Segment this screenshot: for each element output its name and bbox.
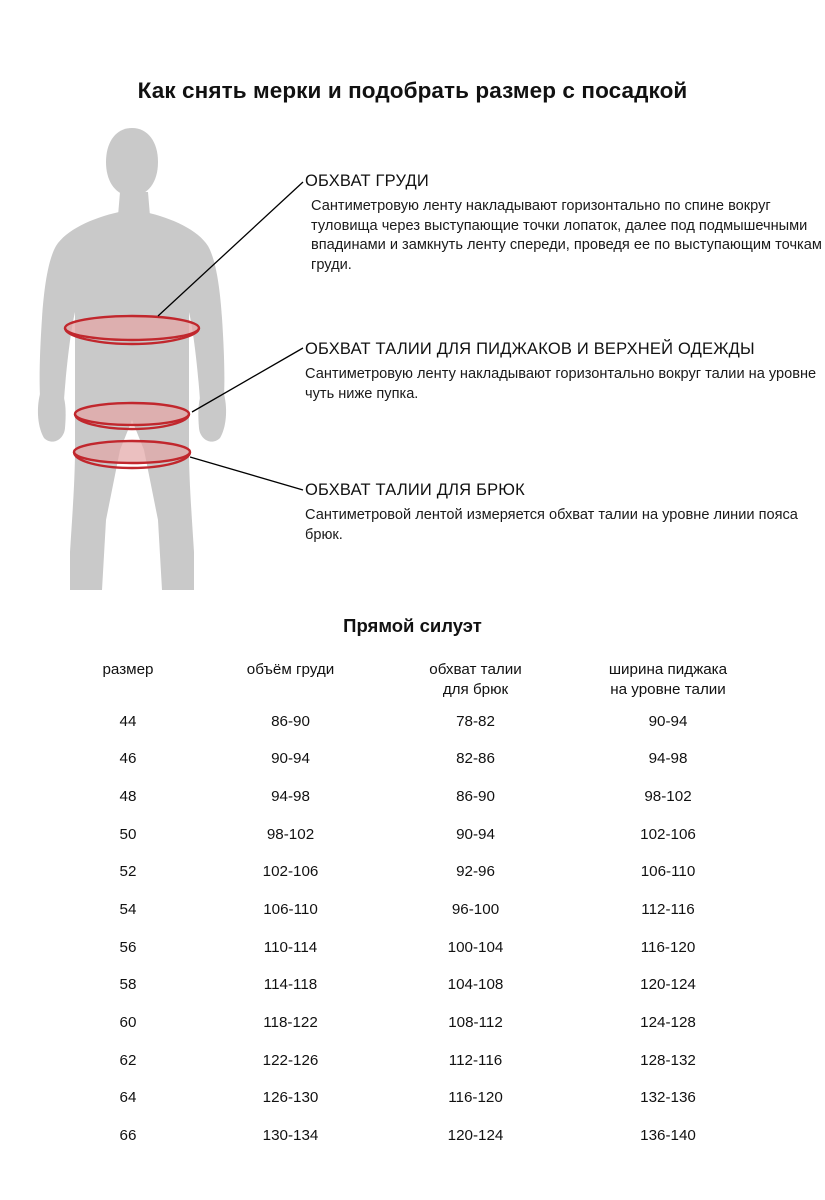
cell-chest: 86-90 [271,712,310,730]
column-header-size-sub [58,680,198,700]
size-table-title: Прямой силуэт [343,615,482,636]
cell-waist: 104-108 [447,976,504,994]
cell-waist: 82-86 [456,750,495,768]
waist-jacket-tape [75,403,189,429]
cell-jacket-width: 90-94 [648,712,688,730]
callout-chest-title: ОБХВАТ ГРУДИ [305,172,429,190]
cell-chest: 90-94 [271,750,310,768]
column-header-jacket-width [568,660,768,702]
column-header-jacket-width-main: ширина пиджака [608,661,728,678]
callout-waist-trousers [305,481,825,545]
table-row [58,890,768,928]
cell-size: 62 [119,1051,137,1069]
cell-waist: 90-94 [456,825,495,843]
cell-chest: 118-122 [263,1014,318,1031]
column-header-waist [383,660,568,702]
size-table [58,660,768,1154]
cell-chest: 102-106 [262,863,319,881]
cell-chest: 122-126 [262,1051,319,1069]
callout-waist-jacket [305,340,825,404]
cell-waist: 92-96 [456,863,495,881]
cell-size: 54 [119,900,137,918]
cell-chest: 114-118 [263,976,318,994]
cell-jacket-width: 132-136 [640,1089,696,1107]
cell-chest: 130-134 [262,1127,319,1145]
cell-waist: 78-82 [456,712,495,730]
cell-chest: 110-114 [263,938,318,956]
cell-size: 60 [119,1014,137,1031]
column-header-jacket-width-sub: на уровне талии [610,681,726,698]
size-table-header-row [58,660,768,702]
cell-size: 64 [119,1089,137,1107]
cell-waist: 112-116 [448,1051,503,1069]
callout-chest-body: Сантиметровую ленту накладывают горизонтально по спине вокруг туловища через выступающие точки лопаток, далее под подмышечными впадинами и замкнуть ленту спереди, проведя ее по выступающим точкам груди. [311,198,822,273]
cell-size: 52 [119,863,137,881]
waist-trousers-tape [74,441,190,468]
column-header-size-main: размер [102,661,154,678]
table-row [58,966,768,1004]
cell-waist: 96-100 [451,900,500,918]
cell-size: 50 [119,825,137,843]
cell-waist: 86-90 [456,787,495,805]
body-figure [20,120,305,610]
table-row [58,1041,768,1079]
column-header-size [58,660,198,702]
cell-jacket-width: 124-128 [640,1014,696,1031]
body-silhouette [38,128,226,590]
chest-tape [65,316,199,344]
cell-waist: 108-112 [448,1014,503,1031]
callout-waist-trousers-title: ОБХВАТ ТАЛИИ ДЛЯ БРЮК [305,481,525,499]
table-row [58,1079,768,1117]
table-row [58,1004,768,1042]
callout-waist-trousers-body: Сантиметровой лентой измеряется обхват талии на уровне линии пояса брюк. [305,507,798,543]
column-header-waist-sub: для брюк [442,681,509,698]
cell-size: 58 [119,976,137,994]
table-row [58,853,768,891]
cell-jacket-width: 94-98 [648,750,688,768]
cell-chest: 94-98 [271,787,310,805]
cell-chest: 106-110 [263,900,318,918]
column-header-waist-main: обхват талии [429,661,522,678]
table-row [58,702,768,740]
cell-jacket-width: 120-124 [640,976,696,994]
column-header-chest [198,660,383,702]
cell-jacket-width: 136-140 [640,1127,696,1145]
body-figure-svg [20,120,305,610]
table-row [58,815,768,853]
cell-size: 56 [119,938,137,956]
column-header-chest-main: объём груди [246,661,335,678]
callout-waist-jacket-title: ОБХВАТ ТАЛИИ ДЛЯ ПИДЖАКОВ И ВЕРХНЕЙ ОДЕЖДЫ [305,340,755,358]
cell-jacket-width: 112-116 [641,900,695,918]
cell-jacket-width: 98-102 [644,787,692,805]
table-row [58,1117,768,1155]
cell-size: 44 [119,712,137,730]
page-title: Как снять мерки и подобрать размер с посадкой [137,78,688,103]
cell-chest: 126-130 [262,1089,319,1107]
callout-waist-jacket-body: Сантиметровую ленту накладывают горизонтально вокруг талии на уровне чуть ниже пупка. [305,366,817,402]
cell-waist: 116-120 [448,1089,503,1107]
cell-jacket-width: 106-110 [640,863,696,881]
cell-size: 48 [119,787,137,805]
cell-jacket-width: 116-120 [640,938,696,956]
cell-jacket-width: 128-132 [640,1051,696,1069]
table-row [58,740,768,778]
table-row [58,928,768,966]
cell-size: 46 [119,750,137,768]
cell-size: 66 [119,1127,137,1145]
cell-chest: 98-102 [266,825,315,843]
cell-jacket-width: 102-106 [640,825,696,843]
cell-waist: 100-104 [447,938,504,956]
cell-waist: 120-124 [447,1127,504,1145]
callout-chest [305,172,825,275]
leader-line-waist-trousers [190,457,303,490]
size-table-head [58,660,768,702]
column-header-chest-sub [198,680,383,700]
size-table-body [58,702,768,1154]
table-row [58,777,768,815]
